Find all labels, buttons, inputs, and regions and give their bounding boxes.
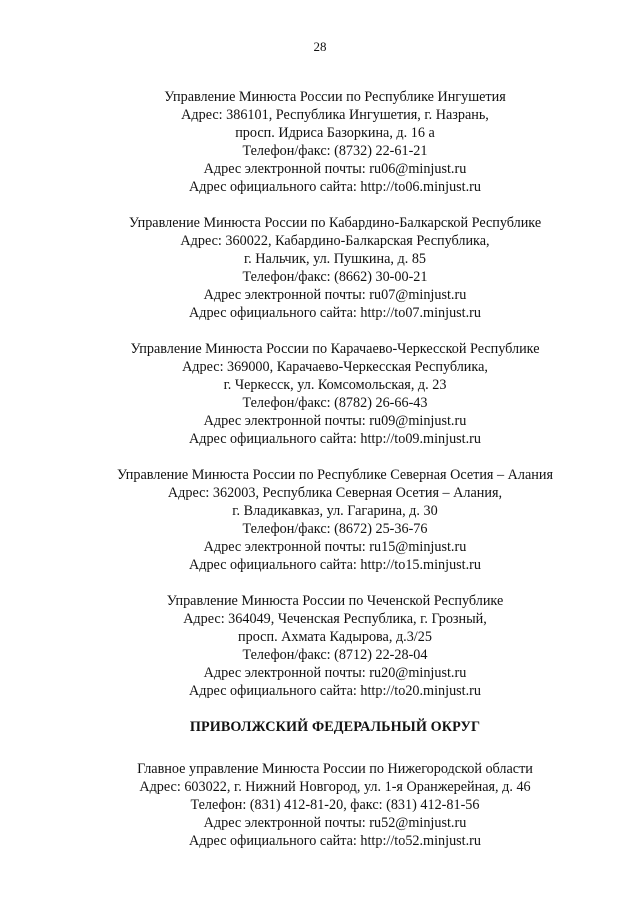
website-line: Адрес официального сайта: http://to52.minjust.ru [188, 833, 481, 849]
address-line: Адрес: 603022, г. Нижний Новгород, ул. 1-я Оранжерейная, д. 46 [139, 779, 531, 795]
phone-line: Телефон: (831) 412-81-20, факс: (831) 412-81-56 [190, 797, 480, 813]
contact-block-chechnya [30, 592, 640, 700]
email-line: Адрес электронной почты: ru15@minjust.ru [203, 539, 467, 555]
email-line: Адрес электронной почты: ru06@minjust.ru [203, 161, 467, 177]
organization-name: Управление Минюста России по Республике Северная Осетия – Алания [117, 467, 553, 483]
address-line: г. Черкесск, ул. Комсомольская, д. 23 [223, 377, 447, 393]
address-line: г. Нальчик, ул. Пушкина, д. 85 [243, 251, 427, 267]
address-line: г. Владикавказ, ул. Гагарина, д. 30 [232, 503, 438, 519]
address-line: просп. Идриса Базоркина, д. 16 а [235, 125, 435, 141]
website-line: Адрес официального сайта: http://to07.minjust.ru [188, 305, 481, 321]
address-line: Адрес: 364049, Чеченская Республика, г. Грозный, [183, 611, 487, 627]
address-line: Адрес: 360022, Кабардино-Балкарская Республика, [180, 233, 490, 249]
organization-name: Главное управление Минюста России по Нижегородской области [137, 761, 533, 777]
phone-line: Телефон/факс: (8782) 26-66-43 [242, 395, 428, 411]
phone-line: Телефон/факс: (8732) 22-61-21 [242, 143, 428, 159]
address-line: Адрес: 362003, Республика Северная Осетия – Алания, [167, 485, 503, 501]
email-line: Адрес электронной почты: ru20@minjust.ru [203, 665, 467, 681]
document-body [0, 88, 640, 868]
organization-name: Управление Минюста России по Карачаево-Черкесской Республике [130, 341, 540, 357]
contact-block-ingushetia [30, 88, 640, 196]
contact-block-north-ossetia [30, 466, 640, 574]
website-line: Адрес официального сайта: http://to06.minjust.ru [188, 179, 481, 195]
email-line: Адрес электронной почты: ru52@minjust.ru [203, 815, 467, 831]
email-line: Адрес электронной почты: ru09@minjust.ru [203, 413, 467, 429]
contact-block-nizhny-novgorod [30, 760, 640, 850]
organization-name: Управление Минюста России по Республике Ингушетия [164, 89, 506, 105]
phone-line: Телефон/факс: (8662) 30-00-21 [242, 269, 428, 285]
phone-line: Телефон/факс: (8712) 22-28-04 [242, 647, 428, 663]
email-line: Адрес электронной почты: ru07@minjust.ru [203, 287, 467, 303]
address-line: просп. Ахмата Кадырова, д.3/25 [238, 629, 432, 645]
contact-block-karachay-cherkessia [30, 340, 640, 448]
website-line: Адрес официального сайта: http://to09.minjust.ru [188, 431, 481, 447]
website-line: Адрес официального сайта: http://to15.minjust.ru [188, 557, 481, 573]
address-line: Адрес: 369000, Карачаево-Черкесская Республика, [182, 359, 488, 375]
organization-name: Управление Минюста России по Кабардино-Балкарской Республике [128, 215, 542, 231]
phone-line: Телефон/факс: (8672) 25-36-76 [242, 521, 428, 537]
section-heading: ПРИВОЛЖСКИЙ ФЕДЕРАЛЬНЫЙ ОКРУГ [189, 719, 481, 735]
organization-name: Управление Минюста России по Чеченской Республике [166, 593, 504, 609]
website-line: Адрес официального сайта: http://to20.minjust.ru [188, 683, 481, 699]
contact-block-kabardino-balkaria [30, 214, 640, 322]
address-line: Адрес: 386101, Республика Ингушетия, г. Назрань, [181, 107, 489, 123]
page-number: 28 [313, 39, 327, 54]
